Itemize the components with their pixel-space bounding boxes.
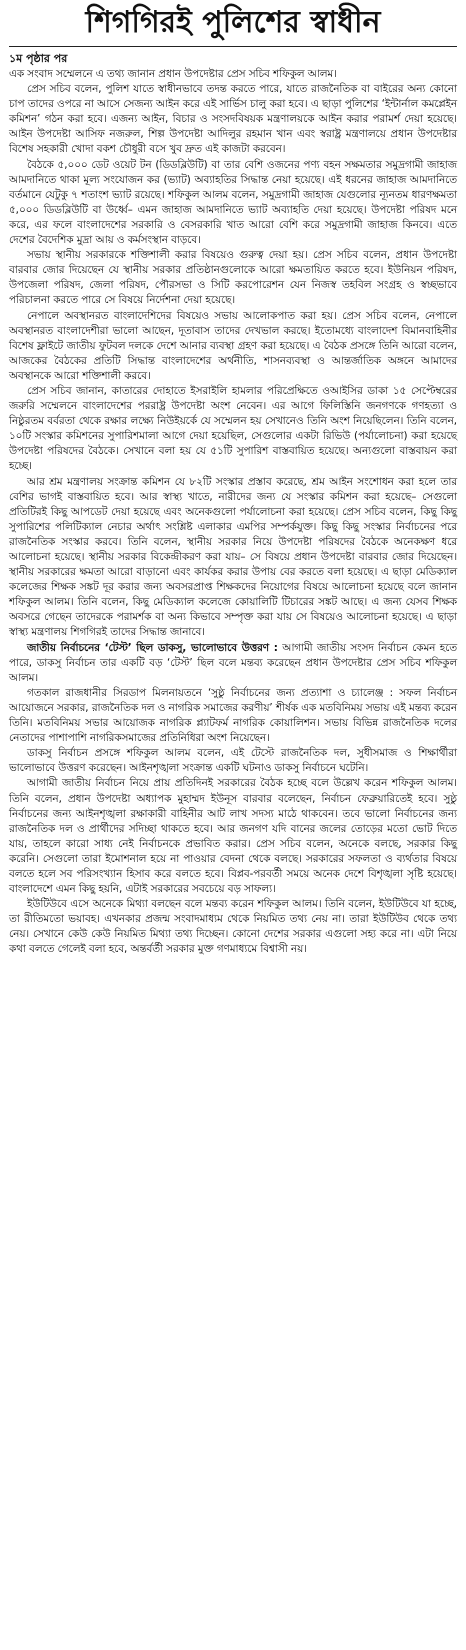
paragraph: আগামী জাতীয় নির্বাচন নিয়ে প্রায় প্রতিদিনই সরকারের বৈঠক হচ্ছে বলে উল্লেখ করেন শফিকুল আলম। তিনি বলেন, প্রধান উপদেষ্টা অধ্যাপক মুহাম্মদ ইউনূস বারবার বলেছেন, নির্বাচন ফেব্রুয়ারিতেই হবে। সুষ্ঠু নির্বাচনের জন্য আইনশৃঙ্খলা রক্ষাকারী বাহিনীর আট লাখ সদস্য মাঠে থাকবেন। তবে ভালো নির্বাচনের জন্য রাজনৈতিক দল ও প্রার্থীদের সদিচ্ছা থাকতে হবে। আর জনগণ যদি বানের জলের তোড়ের মতো ভোট দিতে যায়, তাহলে কারো সাধ্য নেই নির্বাচনকে প্রভাবিত করার। প্রেস সচিব বলেন, অনেকে বলছে, সরকার কিছু করেনি। সেগুলো তারা ইমোশনাল হয়ে না পাওয়ার বেদনা থেকে বলছে। সরকারের সফলতা ও ব্যর্থতার বিষয়ে বলতে হলে সব পরিসংখ্যান হিসাব করে বলতে হবে। বিপ্লব-পরবর্তী সময়ে অনেক দেশে বিশৃঙ্খলা সৃষ্টি হয়েছে। বাংলাদেশে এমন কিছু হয়নি, এটাই সরকারের সবচেয়ে বড় সাফল্য। [9,777,457,896]
paragraph: নেপালে অবস্থানরত বাংলাদেশিদের বিষয়েও সভায় আলোকপাত করা হয়। প্রেস সচিব বলেন, নেপালে অবস্থানরত বাংলাদেশীরা ভালো আছেন, দূতাবাস তাদের দেখভাল করছে। ইতোমধ্যে বাংলাদেশ বিমানবাহিনীর বিশেষ ফ্লাইটে জাতীয় ফুটবল দলকে দেশে আনার ব্যবস্থা গ্রহণ করা হয়েছে। এ বৈঠক প্রসঙ্গে তিনি আরো বলেন, আজকের বৈঠকের প্রতিটি সিদ্ধান্ত বাংলাদেশের অর্থনীতি, শাসনব্যবস্থা ও আন্তর্জাতিক অঙ্গনে আমাদের অবস্থানকে আরো শক্তিশালী করবে। [9,309,457,382]
subsection-lead: আগামী জাতীয় সংসদ নির্বাচন কেমন হতে পারে, ডাকসু নির্বাচন তার একটি বড় ‘টেস্ট’ ছিল বলে মন্তব্য করেছেন প্রধান উপদেষ্টার প্রেস সচিব শফিকুল আলম। [9,641,457,684]
continued-from-page-label: ১ম পৃষ্ঠার পর [9,52,68,65]
paragraph: আর শ্রম মন্ত্রণালয় সংক্রান্ত কমিশন যে ৮২টি সংস্কার প্রস্তাব করেছে, শ্রম আইন সংশোধন করা হলে তার বেশির ভাগই বাস্তবায়িত হবে। আর স্বাস্থ্য খাতে, নারীদের জন্য যে সংস্কার কমিশন করা হয়েছে– সেগুলো প্রতিটিরই কিছু আপডেট দেয়া হয়েছে এবং অনেকগুলো পর্যালোচনা করা হয়েছে। প্রেস সচিব বলেন, কিছু কিছু সুপারিশের পলিটিক্যাল নেচার অর্থাৎ সংশ্লিষ্ট এলাকার এমপির সম্পর্কযুক্ত। কিছু কিছু সংস্কার নির্বাচনের পরে রাজনৈতিক সংস্কার করবে। তিনি বলেন, স্থানীয় সরকার নিয়ে উপদেষ্টা পরিষদের বৈঠকে অনেকক্ষণ ধরে আলোচনা হয়েছে। স্থানীয় সরকার বিকেন্দ্রীকরণ করা যায়– সে বিষয়ে প্রধান উপদেষ্টা বারবার জোর দিয়েছেন। স্থানীয় সরকারের ক্ষমতা আরো বাড়ানো এবং কার্যকর করার উপায় বের করতে বলা হয়েছে। এ ছাড়া মেডিক্যাল কলেজের শিক্ষক সঙ্কট দূর করার জন্য অবসরপ্রাপ্ত শিক্ষকদের নিয়োগের বিষয়ে আলোচনা হয়েছে বলে জানান শফিকুল আলম। তিনি বলেন, কিছু মেডিক্যাল কলেজে কোয়ালিটি টিচারের সঙ্কট আছে। এ জন্য যেসব শিক্ষক অবসরে গেছেন তাদেরকে পরামর্শক বা অন্য কিভাবে সম্পৃক্ত করা যায় সে বিষয়েও আলোচনা হয়েছে। এ ছাড়া স্বাস্থ্য মন্ত্রণালয় শিগগিরই তাদের সিদ্ধান্ত জানাবে। [9,475,458,639]
subsection-lead-paragraph [9,641,457,686]
headline: শিগগিরই পুলিশের স্বাধীন [85,5,381,40]
paragraph: প্রেস সচিব জানান, কাতারের দোহাতে ইসরাইলি হামলার পরিপ্রেক্ষিতে ওআইসির ডাকা ১৫ সেপ্টেম্বরের জরুরি সম্মেলনে বাংলাদেশের পররাষ্ট্র উপদেষ্টা অংশ নেবেন। এর আগে ফিলিস্তিনি জনগণকে গণহত্যা ও নিষ্ঠুরতম বর্বরতা থেকে রক্ষার লক্ষ্যে নিউইয়র্কে যে সম্মেলন হয় সেখানেও তিনি অংশ নিয়েছিলেন। তিনি বলেন, ১০টি সংস্কার কমিশনের সুপারিশমালা আগে দেয়া হয়েছিল, সেগুলোর একটা রিভিউ (পর্যালোচনা) করা হয়েছে উপদেষ্টা পরিষদের বৈঠকে। সেখানে বলা হয় যে ৫১টি সুপারিশ বাস্তবায়িত হয়েছে। অন্যগুলো বাস্তবায়ন করা হচ্ছে। [9,384,457,473]
paragraph: এক সংবাদ সম্মেলনে এ তথ্য জানান প্রধান উপদেষ্টার প্রেস সচিব শফিকুল আলম। [9,68,337,80]
paragraph: বৈঠকে ৫,০০০ ডেট ওয়েট টন (ডিডব্লিউটি) বা তার বেশি ওজনের পণ্য বহন সক্ষমতার সমুদ্রগামী জাহাজ আমদানিতে থাকা মূল্য সংযোজন কর (ভ্যাট) অব্যাহতির সিদ্ধান্ত নেয়া হয়েছে। এই ধরনের জাহাজ আমদানিতে বর্তমানে যেটুকু ৭ শতাংশ ভ্যাট রয়েছে। শফিকুল আলম বলেন, সমুদ্রগামী জাহাজ যেগুলোর ন্যূনতম ধারণক্ষমতা ৫,০০০ ডিডব্লিউটি বা উর্ধ্বে– এমন জাহাজ আমদানিতে ভ্যাট অব্যাহতি দেয়া হয়েছে। উপদেষ্টা পরিষদ মনে করে, এর ফলে বাংলাদেশের সরকারি ও বেসরকারি খাত আরো বেশি করে সমুদ্রগামী জাহাজ কিনবে। এতে দেশের বৈদেশিক মুদ্রা আয় ও কর্মসংস্থান বাড়বে। [9,158,457,247]
article-body [9,67,457,958]
subsection-title: জাতীয় নির্বাচনের ‘টেস্ট’ ছিল ডাকসু, ভালোভাবে উত্তরণ : [27,641,278,654]
paragraph: গতকাল রাজধানীর সিরডাপ মিলনায়তনে ‘সুষ্ঠু নির্বাচনের জন্য প্রত্যাশা ও চ্যালেঞ্জ : সফল নির্বাচন আয়োজনে সরকার, রাজনৈতিক দল ও নাগরিক সমাজের করণীয়’ শীর্ষক এক মতবিনিময় সভায় এই মন্তব্য করেন তিনি। মতবিনিময় সভার আয়োজক নাগরিক প্ল্যাটফর্ম নাগরিক কোয়ালিশন। সভায় বিভিন্ন রাজনৈতিক দলের নেতাদের পাশাপাশি নাগরিকসমাজের প্রতিনিধিরা অংশ নিয়েছেন। [9,686,457,745]
paragraph: প্রেস সচিব বলেন, পুলিশ যাতে স্বাধীনভাবে তদন্ত করতে পারে, যাতে রাজনৈতিক বা বাইরের অন্য কোনো চাপ তাদের ওপরে না আসে সেজন্য আইন করে এই সার্ভিস চালু করা হবে। এ ছাড়া পুলিশের ‘ইন্টার্নাল কমপ্লেইন কমিশন’ গঠন করা হবে। এজন্য আইন, বিচার ও সংসদবিষয়ক মন্ত্রণালয়কে আইন করার পরামর্শ দেয়া হয়েছে। আইন উপদেষ্টা আসিফ নজরুল, শিল্প উপদেষ্টা আদিলুর রহমান খান এবং স্বরাষ্ট্র মন্ত্রণালয়ে প্রধান উপদেষ্টার বিশেষ সহকারী খোদা বকশ চৌধুরী বসে খুব দ্রুত এই কাজটা করবেন। [9,83,457,156]
headline-divider [9,46,457,47]
paragraph: সভায় স্থানীয় সরকারকে শক্তিশালী করার বিষয়েও গুরুত্ব দেয়া হয়। প্রেস সচিব বলেন, প্রধান উপদেষ্টা বারবার জোর দিয়েছেন যে স্থানীয় সরকার প্রতিষ্ঠানগুলোকে আরো ক্ষমতায়িত করতে হবে। ইউনিয়ন পরিষদ, উপজেলা পরিষদ, জেলা পরিষদ, পৌরসভা ও সিটি করপোরেশন যেন নিজস্ব তহবিল সংগ্রহ ও স্বচ্ছভাবে পরিচালনা করতে পারে সে বিষয়ে নির্দেশনা দেয়া হয়েছে। [9,249,458,307]
paragraph: ইউটিউবে এসে অনেকে মিথ্যা বলছেন বলে মন্তব্য করেন শফিকুল আলম। তিনি বলেন, ইউটিউবে যা হচ্ছে, তা রীতিমতো ভয়াবহ। এখনকার প্রজন্ম সংবাদমাধ্যম থেকে নিয়মিত তথ্য নেয় না। তারা ইউটিউব থেকে তথ্য নেয়। সেখানে কেউ কেউ নিয়মিত মিথ্যা তথ্য দিচ্ছেন। কোনো দেশের সরকার এগুলো সহ্য করে না। এটা নিয়ে কথা বলতে গেলেই বলা হবে, অন্তর্বর্তী সরকার মুক্ত গণমাধ্যমে বিশ্বাসী নয়। [9,898,457,956]
paragraph: ডাকসু নির্বাচন প্রসঙ্গে শফিকুল আলম বলেন, এই টেস্টে রাজনৈতিক দল, সুধীসমাজ ও শিক্ষার্থীরা ভালোভাবে উত্তরণ করেছেন। আইনশৃঙ্খলা সংক্রান্ত একটি ঘটনাও ডাকসু নির্বাচনে ঘটেনি। [9,747,457,775]
